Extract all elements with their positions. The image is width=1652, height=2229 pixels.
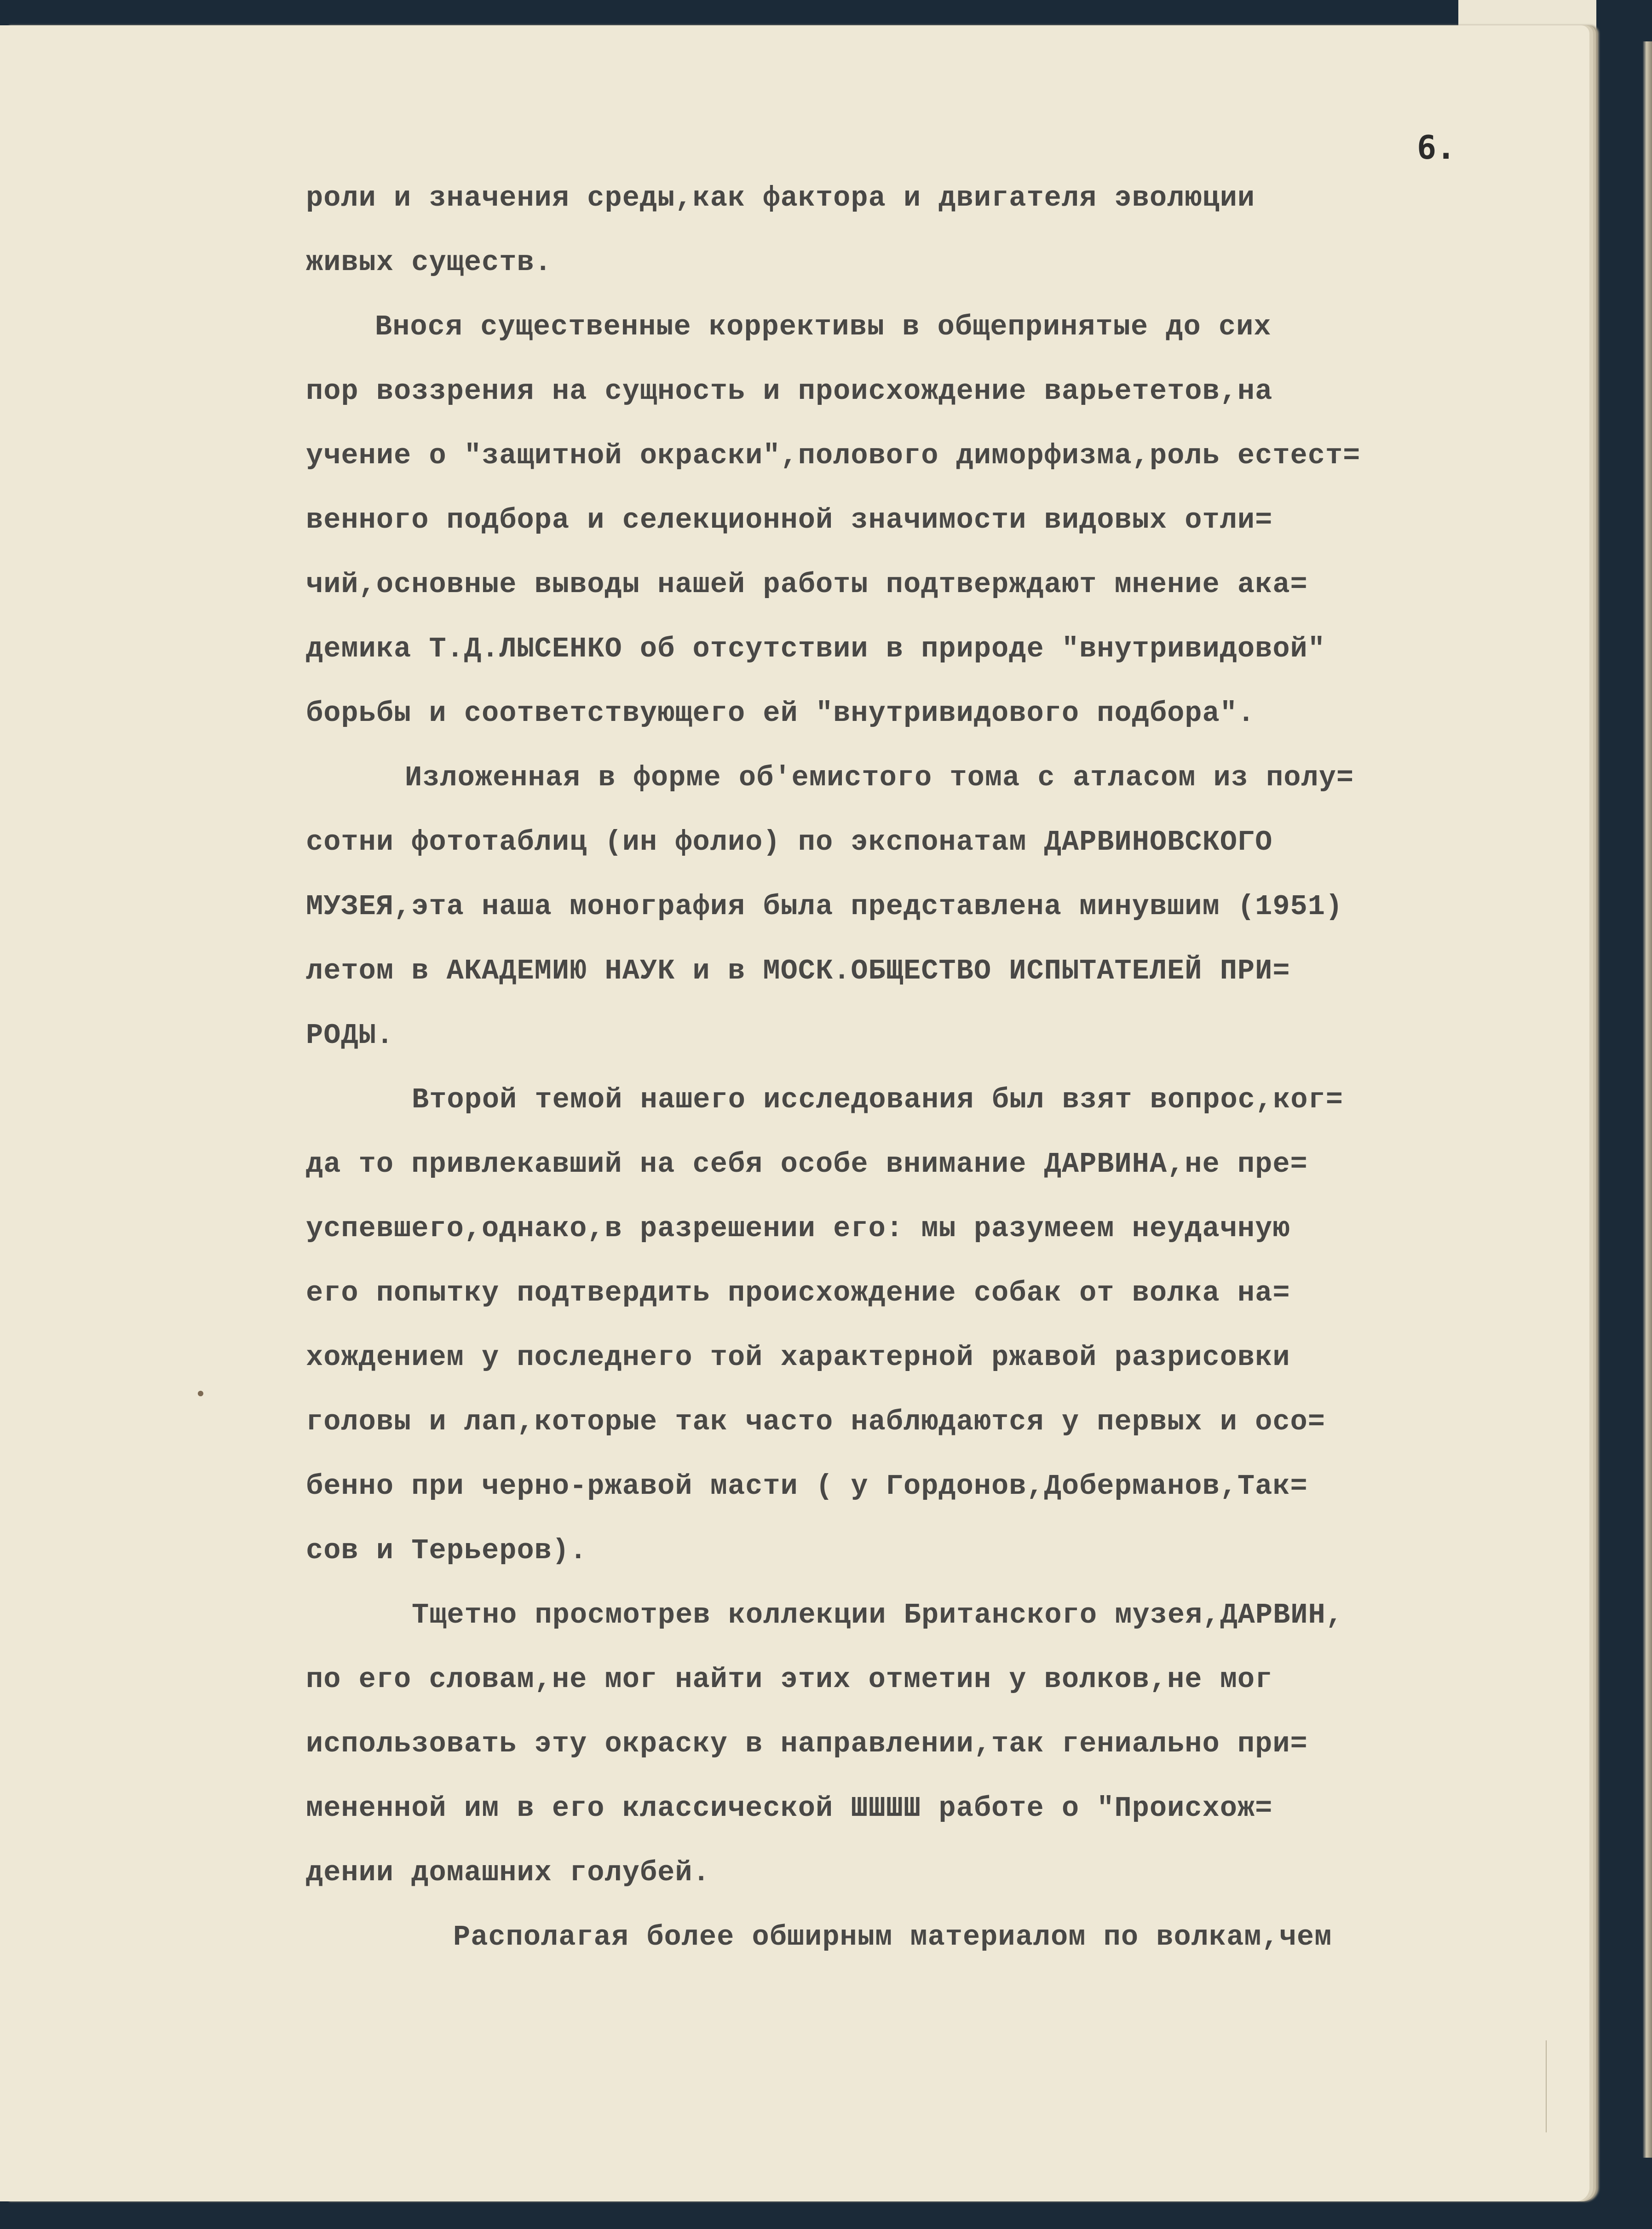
text-line: мененной им в его классической ШШШШ работе о "Происхож= [306, 1792, 1273, 1825]
text-line: Изложенная в форме об'емистого тома с атласом из полу= [405, 761, 1354, 794]
text-line: МУЗЕЯ,эта наша монография была представлена минувшим (1951) [306, 890, 1343, 923]
text-line: сов и Терьеров). [306, 1534, 587, 1567]
text-line: чий,основные выводы нашей работы подтверждают мнение ака= [306, 568, 1308, 601]
text-line: учение о "защитной окраски",полового диморфизма,роль естест= [306, 439, 1361, 472]
text-line: сотни фототаблиц (ин фолио) по экспонатам ДАРВИНОВСКОГО [306, 826, 1273, 858]
ink-speck [198, 1391, 203, 1396]
text-line: пор воззрения на сущность и происхождение варьететов,на [306, 375, 1273, 408]
page-stack-edge [1643, 41, 1652, 2158]
page-fold-mark [1527, 2040, 1547, 2132]
text-line: успевшего,однако,в разрешении его: мы разумеем неудачную [306, 1212, 1290, 1245]
text-line: Тщетно просмотрев коллекции Британского музея,ДАРВИН, [412, 1599, 1343, 1631]
page-number: 6. [1417, 129, 1456, 167]
text-line: Второй темой нашего исследования был взят вопрос,ког= [412, 1083, 1343, 1116]
text-line: его попытку подтвердить происхождение собак от волка на= [306, 1277, 1290, 1309]
text-line: демика Т.Д.ЛЫСЕНКО об отсутствии в природе "внутривидовой" [306, 633, 1325, 665]
text-line: хождением у последнего той характерной ржавой разрисовки [306, 1341, 1290, 1374]
text-line: живых существ. [306, 246, 552, 279]
text-line: бенно при черно-ржавой масти ( у Гордонов,Доберманов,Так= [306, 1470, 1308, 1503]
text-line: летом в АКАДЕМИЮ НАУК и в МОСК.ОБЩЕСТВО ИСПЫТАТЕЛЕЙ ПРИ= [306, 955, 1290, 987]
text-line: дении домашних голубей. [306, 1856, 710, 1889]
text-line: да то привлекавший на себя особе внимание ДАРВИНА,не пре= [306, 1148, 1308, 1181]
typewritten-page [0, 25, 1589, 2201]
text-line: РОДЫ. [306, 1019, 394, 1052]
text-line: использовать эту окраску в направлении,так гениально при= [306, 1728, 1308, 1760]
text-line: роли и значения среды,как фактора и двигателя эволюции [306, 182, 1255, 214]
text-line: головы и лап,которые так часто наблюдаются у первых и осо= [306, 1405, 1325, 1438]
text-line: по его словам,не мог найти этих отметин у волков,не мог [306, 1663, 1273, 1696]
text-line: Располагая более обширным материалом по волкам,чем [453, 1921, 1332, 1953]
text-line: венного подбора и селекционной значимости видовых отли= [306, 504, 1273, 536]
text-line: Внося существенные коррективы в общепринятые до сих [375, 311, 1272, 343]
text-line: борьбы и соответствующего ей "внутривидового подбора". [306, 697, 1255, 730]
